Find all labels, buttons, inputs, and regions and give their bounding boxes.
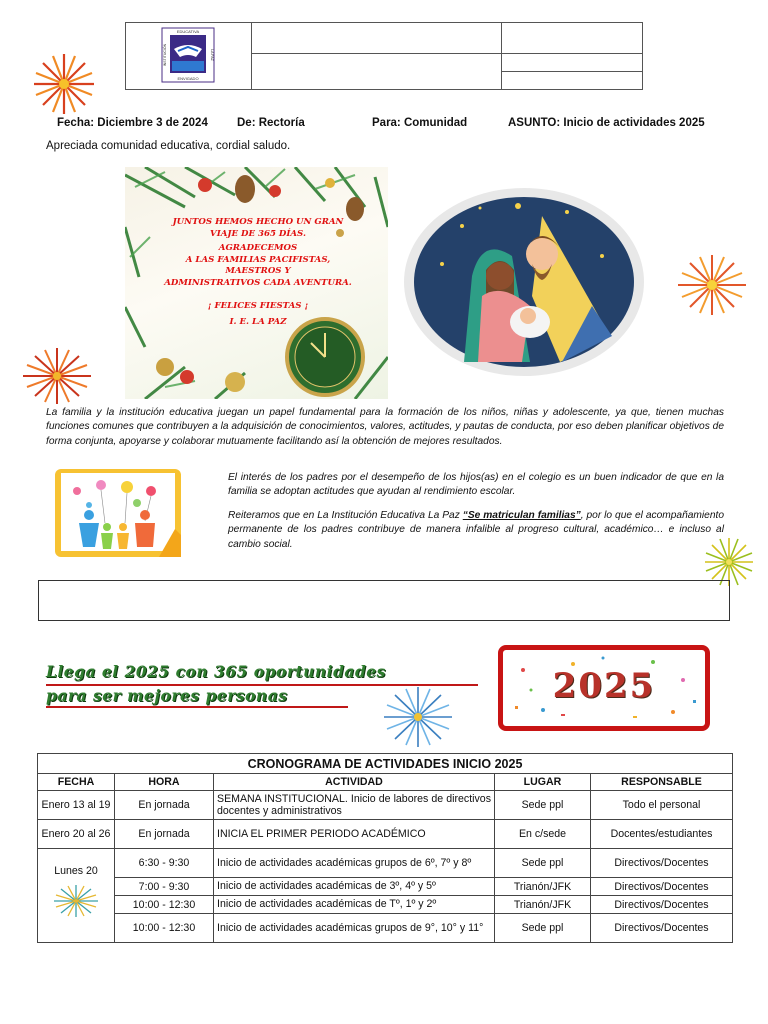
col-header-fecha: FECHA [38,774,115,791]
date-label: Fecha: Diciembre 3 de 2024 [57,117,208,129]
cell-actividad: INICIA EL PRIMER PERIODO ACADÉMICO [214,820,495,849]
cell-actividad: Inicio de actividades académicas de Tº, 1º y 2º [214,896,495,914]
cell-hora: En jornada [115,791,214,820]
col-header-actividad: ACTIVIDAD [214,774,495,791]
cell-responsable: Todo el personal [591,791,733,820]
schedule-title: CRONOGRAMA DE ACTIVIDADES INICIO 2025 [38,754,733,774]
teal-star-icon [52,881,100,921]
cell-lugar: Sede ppl [495,791,591,820]
cell-responsable: Docentes/estudiantes [591,820,733,849]
to-label: Para: Comunidad [372,117,468,129]
table-row [38,791,733,820]
red-star-icon [32,52,96,116]
table-row [38,896,733,914]
cell-lugar: Trianón/JFK [495,878,591,896]
table-row [38,878,733,896]
col-header-responsable: RESPONSABLE [591,774,733,791]
christmas-card [125,167,388,399]
cell-actividad: Inicio de actividades académicas de 3º, 4º y 5º [214,878,495,896]
year-2025-text: 2025 [552,666,656,706]
card-line: JUNTOS HEMOS HECHO UN GRAN [172,217,344,227]
card-line: MAESTROS Y [225,266,291,276]
cell-hora: 10:00 - 12:30 [115,896,214,914]
card-message [143,217,373,328]
paragraph3-before: Reiteramos que en La Institución Educativa La Paz [228,510,463,521]
subject-label: ASUNTO: Inicio de actividades 2025 [508,117,705,129]
cell-fecha: Enero 20 al 26 [38,820,115,849]
cell-responsable: Directivos/Docentes [591,896,733,914]
paragraph-families-enroll [228,509,724,552]
cell-actividad: Inicio de actividades académicas grupos de 6º, 7º y 8º [214,849,495,878]
paragraph3-after: , por lo que el acompañamiento permanente de los padres contribuye de manera infalible al progreso cultural, académico… e incluso al cambio social. [228,510,724,550]
table-row [38,820,733,849]
logo-top-text: EDUCATIVA [176,29,200,34]
table-row [38,849,733,878]
empty-text-box [38,580,730,621]
cell-lugar: En c/sede [495,820,591,849]
card-line: VIAJE DE 365 DÍAS. [210,228,306,239]
cell-hora: 7:00 - 9:30 [115,878,214,896]
school-logo [126,23,251,89]
cell-hora: 6:30 - 9:30 [115,849,214,878]
logo-right-text: LA PAZ [210,49,214,61]
logo-bottom-text: ENVIGADO [177,76,199,81]
blue-star-icon [380,684,456,750]
cell-hora: 10:00 - 12:30 [115,914,214,943]
family-hearts-illustration [55,469,185,561]
cell-lugar: Trianón/JFK [495,896,591,914]
families-highlight: “Se matriculan familias” [462,510,581,521]
cell-hora: En jornada [115,820,214,849]
card-line: I. E. LA PAZ [229,316,287,327]
paragraph-parents-interest: El interés de los padres por el desempeño de los hijos(as) en el colegio es un buen indicador de que en la familia se adoptan actitudes que ayudan al rendimiento escolar. [228,472,724,498]
card-line: AGRADECEMOS [218,243,298,253]
schedule-table [37,753,733,943]
cell-responsable: Directivos/Docentes [591,878,733,896]
header-right-cell [501,23,642,89]
nativity-illustration [402,186,646,378]
red-star-left-icon [20,344,94,408]
col-header-lugar: LUGAR [495,774,591,791]
cell-fecha: Enero 13 al 19 [38,791,115,820]
badge-2025 [498,645,710,731]
header-table [125,22,643,90]
slogan-line-1: Llega el 2025 con 365 oportunidades [46,662,386,681]
slogan-underline-2 [46,706,348,708]
from-label: De: Rectoría [237,117,305,129]
logo-left-text: INSTITUCIÓN [163,43,167,67]
greeting: Apreciada comunidad educativa, cordial saludo. [46,140,291,152]
cell-responsable: Directivos/Docentes [591,849,733,878]
card-line: A LAS FAMILIAS PACIFISTAS, [185,254,331,265]
cell-lugar: Sede ppl [495,914,591,943]
slogan-line-2: para ser mejores personas [46,686,288,705]
card-line: ¡ FELICES FIESTAS ¡ [207,301,309,311]
cell-responsable: Directivos/Docentes [591,914,733,943]
cell-fecha-merged [38,849,115,943]
logo-cell [126,23,252,89]
cell-fecha: Lunes 20 [54,865,98,877]
orange-star-icon [676,252,748,318]
cell-actividad: SEMANA INSTITUCIONAL. Inicio de labores de directivos docentes y administrativos [214,791,495,820]
cell-actividad: Inicio de actividades académicas grupos de 9°, 10° y 11° [214,914,495,943]
header-middle-cell [251,23,502,89]
cell-lugar: Sede ppl [495,849,591,878]
paragraph-family-role: La familia y la institución educativa juegan un papel fundamental para la formación de los niños, niñas y adolescente, ya que, tienen muchas funciones comunes que contribuyen a la adquisición de conocimientos, valores, actitudes, y pautas de conducta, por eso deben planificar objetivos de forma conjunta, apoyarse y colaborar mutuamente facilitando así la obtención de mejores resultados. [46,407,724,447]
card-line: ADMINISTRATIVOS CADA AVENTURA. [164,277,352,288]
col-header-hora: HORA [115,774,214,791]
table-row [38,914,733,943]
